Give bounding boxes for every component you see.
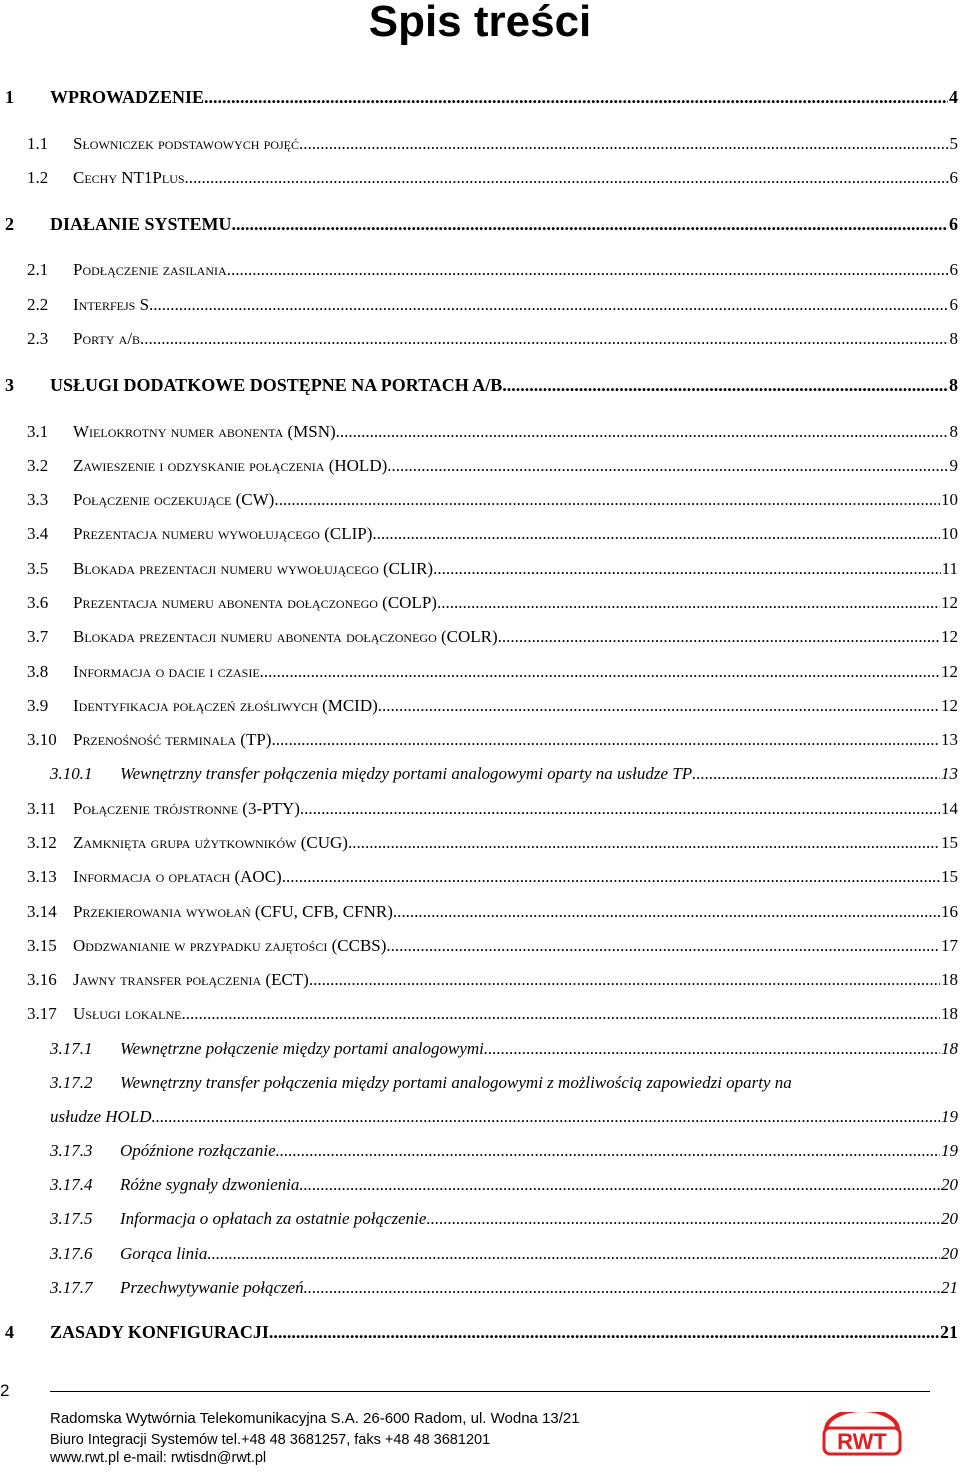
dot-leader: [299, 1174, 940, 1196]
toc-entry-number: 3.17.4: [50, 1175, 93, 1194]
toc-entry[interactable]: [0, 1140, 958, 1166]
toc-entry-page: 9: [949, 456, 958, 475]
toc-entry-title: Informacja o dacie i czasie: [73, 662, 260, 681]
dot-leader: [140, 328, 948, 350]
toc-entry-number: 3.17.6: [50, 1244, 93, 1263]
toc-entry-page: 13: [941, 764, 958, 783]
dot-leader: [372, 523, 940, 545]
toc-entry-page: 12: [941, 627, 958, 646]
toc-entry-page: 4: [949, 87, 958, 107]
toc-entry-page: 20: [941, 1175, 958, 1194]
footer-web-line: www.rwt.pl e-mail: rwtisdn@rwt.pl: [50, 1450, 267, 1466]
toc-entry[interactable]: [0, 626, 958, 652]
toc-entry-page: 12: [941, 662, 958, 681]
toc-entry-page: 18: [941, 970, 958, 989]
toc-entry-number: 3.17: [27, 1004, 57, 1023]
dot-leader: [152, 1106, 940, 1128]
dot-leader: [185, 167, 949, 189]
toc-entry-title: Informacja o opłatach (AOC): [73, 867, 282, 886]
toc-entry-title-continued: usłudze HOLD: [50, 1107, 152, 1126]
toc-entry-title: Oddzwanianie w przypadku zajętości (CCBS): [73, 936, 387, 955]
dot-leader: [269, 1321, 939, 1343]
dot-leader: [271, 729, 940, 751]
toc-entry-page: 19: [941, 1141, 958, 1160]
toc-entry-title: Różne sygnały dzwonienia: [120, 1175, 300, 1194]
toc-entry-number: 2.1: [27, 260, 49, 279]
toc-entry-page: 21: [941, 1278, 958, 1297]
toc-entry[interactable]: [0, 901, 958, 927]
toc-entry-number: 1.2: [27, 168, 49, 187]
toc-entry-title: Opóźnione rozłączanie: [120, 1141, 276, 1160]
toc-entry-number: 3.16: [27, 970, 57, 989]
toc-entry-page: 12: [941, 696, 958, 715]
toc-entry[interactable]: [0, 592, 958, 618]
toc-entry-title: Blokada prezentacji numeru abonenta dołączonego (COLR): [73, 627, 498, 646]
toc-entry-page: 17: [941, 936, 958, 955]
toc-entry-number: 3.17.3: [50, 1141, 93, 1160]
dot-leader: [378, 695, 940, 717]
toc-entry-page: 10: [941, 524, 958, 543]
toc-entry-title: Zamknięta grupa użytkowników (CUG): [73, 833, 348, 852]
toc-entry[interactable]: [0, 1243, 958, 1269]
dot-leader: [387, 455, 948, 477]
toc-entry-page: 15: [941, 833, 958, 852]
toc-entry[interactable]: [0, 661, 958, 687]
toc-entry[interactable]: [0, 213, 958, 239]
toc-entry-page: 12: [941, 593, 958, 612]
dot-leader: [204, 86, 948, 108]
toc-entry-page: 18: [941, 1004, 958, 1023]
toc-entry-title: Porty a/b: [73, 329, 141, 348]
toc-entry-number: 3.17.2: [50, 1073, 93, 1092]
toc-entry-title: Połączenie oczekujące (CW): [73, 490, 275, 509]
toc-entry[interactable]: [0, 1038, 958, 1064]
dot-leader: [502, 374, 948, 396]
toc-entry-number: 3.10.1: [50, 764, 93, 783]
toc-entry-page: 6: [949, 260, 958, 279]
toc-entry-title: Cechy NT1Plus: [73, 168, 185, 187]
toc-entry-title: Gorąca linia: [120, 1244, 208, 1263]
toc-entry-title: Wewnętrzny transfer połączenia między portami analogowymi oparty na usłudze TP: [120, 764, 693, 783]
toc-entry[interactable]: [0, 1003, 958, 1029]
toc-entry-number: 2: [5, 214, 14, 234]
dot-leader: [304, 1277, 940, 1299]
toc-entry-title: Prezentacja numeru wywołującego (CLIP): [73, 524, 373, 543]
dot-leader: [207, 1243, 940, 1265]
toc-entry-number: 1.1: [27, 134, 49, 153]
toc-entry-number: 4: [5, 1322, 14, 1342]
toc-entry-number: 2.2: [27, 295, 49, 314]
dot-leader: [309, 969, 940, 991]
toc-entry-number: 3.3: [27, 490, 49, 509]
toc-entry[interactable]: [0, 421, 958, 447]
footer-divider: [50, 1391, 930, 1392]
toc-entry-page: 6: [949, 214, 958, 234]
toc-entry[interactable]: [0, 374, 958, 400]
toc-entry-page: 6: [949, 168, 958, 187]
toc-entry[interactable]: [0, 328, 958, 354]
dot-leader: [386, 935, 940, 957]
toc-entry-page: 8: [949, 422, 958, 441]
toc-entry-number: 3.13: [27, 867, 57, 886]
dot-leader: [498, 626, 940, 648]
toc-entry-page: 11: [941, 559, 958, 578]
toc-entry-page: 19: [941, 1107, 958, 1126]
toc-entry-number: 3.10: [27, 730, 57, 749]
toc-entry-number: 3.14: [27, 902, 57, 921]
toc-entry-title: Połączenie trójstronne (3-PTY): [73, 799, 300, 818]
dot-leader: [260, 661, 940, 683]
dot-leader: [692, 763, 940, 785]
toc-entry-title: Wielokrotny numer abonenta (MSN): [73, 422, 336, 441]
toc-entry-page: 16: [941, 902, 958, 921]
toc-entry-page: 18: [941, 1039, 958, 1058]
toc-entry-title: WPROWADZENIE: [50, 87, 205, 107]
toc-entry-number: 3.17.1: [50, 1039, 93, 1058]
toc-entry-title: Przekierowania wywołań (CFU, CFB, CFNR): [73, 902, 393, 921]
toc-entry-title: Przenośność terminala (TP): [73, 730, 272, 749]
toc-entry[interactable]: [0, 133, 958, 159]
toc-entry-number: 3.11: [27, 799, 57, 818]
toc-entry-number: 3.7: [27, 627, 49, 646]
toc-entry-continuation[interactable]: [0, 1106, 958, 1132]
toc-entry-page: 14: [941, 799, 958, 818]
footer-company-line: Radomska Wytwórnia Telekomunikacyjna S.A. 26-600 Radom, ul. Wodna 13/21: [50, 1410, 580, 1427]
toc-entry-title: Przechwytywanie połączeń: [120, 1278, 304, 1297]
toc-entry-number: 3.12: [27, 833, 57, 852]
toc-entry-title: Słowniczek podstawowych pojęć: [73, 134, 300, 153]
toc-entry[interactable]: [0, 558, 958, 584]
dot-leader: [437, 592, 940, 614]
toc-entry[interactable]: [0, 259, 958, 285]
toc-entry-title: Interfejs S: [73, 295, 150, 314]
toc-entry[interactable]: [0, 866, 958, 892]
toc-entry-page: 6: [949, 295, 958, 314]
toc-entry[interactable]: [0, 1208, 958, 1234]
toc-entry-title: Blokada prezentacji numeru wywołującego (CLIR): [73, 559, 434, 578]
toc-entry-title: Informacja o opłatach za ostatnie połączenie: [120, 1209, 427, 1228]
toc-entry-number: 1: [5, 87, 14, 107]
toc-entry[interactable]: [0, 763, 958, 789]
page-number: 2: [0, 1381, 10, 1400]
toc-entry[interactable]: [0, 523, 958, 549]
dot-leader: [433, 558, 941, 580]
toc-entry-page: 8: [949, 329, 958, 348]
dot-leader: [484, 1038, 940, 1060]
toc-entry[interactable]: [0, 86, 958, 112]
toc-entry-title: Wewnętrzne połączenie między portami analogowymi: [120, 1039, 484, 1058]
toc-entry-number: 3.17.5: [50, 1209, 93, 1228]
toc-entry[interactable]: [0, 294, 958, 320]
dot-leader: [149, 294, 948, 316]
toc-entry[interactable]: [0, 935, 958, 961]
toc-entry[interactable]: [0, 1174, 958, 1200]
dot-leader: [336, 421, 949, 443]
toc-entry[interactable]: [0, 729, 958, 755]
toc-entry-title: Wewnętrzny transfer połączenia między portami analogowymi z możliwością zapowiedzi oparty na: [120, 1073, 792, 1092]
toc-entry-page: 21: [940, 1322, 958, 1342]
logo-text: RWT: [837, 1429, 887, 1454]
toc-entry[interactable]: [0, 969, 958, 995]
dot-leader: [300, 798, 940, 820]
toc-entry[interactable]: [0, 1277, 958, 1303]
toc-entry-title: ZASADY KONFIGURACJI: [50, 1322, 269, 1342]
toc-entry[interactable]: [0, 489, 958, 515]
page-title: Spis treści: [368, 0, 592, 46]
toc-entry-page: 20: [941, 1244, 958, 1263]
toc-entry-number: 3.8: [27, 662, 49, 681]
toc-entry-number: 3.6: [27, 593, 49, 612]
toc-entry[interactable]: [0, 1321, 958, 1347]
toc-entry[interactable]: [0, 695, 958, 721]
toc-entry-number: 2.3: [27, 329, 49, 348]
toc-entry-number: 3.5: [27, 559, 49, 578]
toc-entry-page: 8: [949, 375, 958, 395]
toc-entry-page: 15: [941, 867, 958, 886]
toc-entry-number: 3.17.7: [50, 1278, 93, 1297]
toc-entry-page: 10: [941, 490, 958, 509]
dot-leader: [276, 1140, 940, 1162]
dot-leader: [282, 866, 940, 888]
toc-entry-number: 3.1: [27, 422, 49, 441]
toc-entry-page: 13: [941, 730, 958, 749]
dot-leader: [393, 901, 940, 923]
dot-leader: [274, 489, 940, 511]
toc-entry-number: 3.2: [27, 456, 49, 475]
toc-entry-page: 20: [941, 1209, 958, 1228]
toc-entry-title: Usługi lokalne: [73, 1004, 182, 1023]
toc-entry-number: 3: [5, 375, 14, 395]
toc-entry[interactable]: [0, 455, 958, 481]
toc-entry-number: 3.9: [27, 696, 49, 715]
toc-entry-title: USŁUGI DODATKOWE DOSTĘPNE NA PORTACH A/B: [50, 375, 503, 395]
dot-leader: [299, 133, 948, 155]
toc-entry[interactable]: [0, 832, 958, 858]
toc-entry-title: Podłączenie zasilania: [73, 260, 227, 279]
toc-entry-title: DIAŁANIE SYSTEMU: [50, 214, 232, 234]
toc-entry-page: 5: [949, 134, 958, 153]
dot-leader: [182, 1003, 940, 1025]
toc-entry-number: 3.4: [27, 524, 49, 543]
toc-entry-title: Zawieszenie i odzyskanie połączenia (HOLD): [73, 456, 388, 475]
toc-entry-number: 3.15: [27, 936, 57, 955]
rwt-logo-icon: [820, 1412, 904, 1458]
dot-leader: [232, 213, 948, 235]
footer-contact-line: Biuro Integracji Systemów tel.+48 48 3681257, faks +48 48 3681201: [50, 1432, 491, 1448]
toc-entry[interactable]: [0, 1072, 958, 1098]
dot-leader: [426, 1208, 940, 1230]
toc-entry-title: Prezentacja numeru abonenta dołączonego (COLP): [73, 593, 437, 612]
dot-leader: [227, 259, 949, 281]
toc-entry-title: Jawny transfer połączenia (ECT): [73, 970, 309, 989]
toc-entry[interactable]: [0, 798, 958, 824]
dot-leader: [348, 832, 940, 854]
toc-entry[interactable]: [0, 167, 958, 193]
toc-entry-title: Identyfikacja połączeń złośliwych (MCID): [73, 696, 378, 715]
